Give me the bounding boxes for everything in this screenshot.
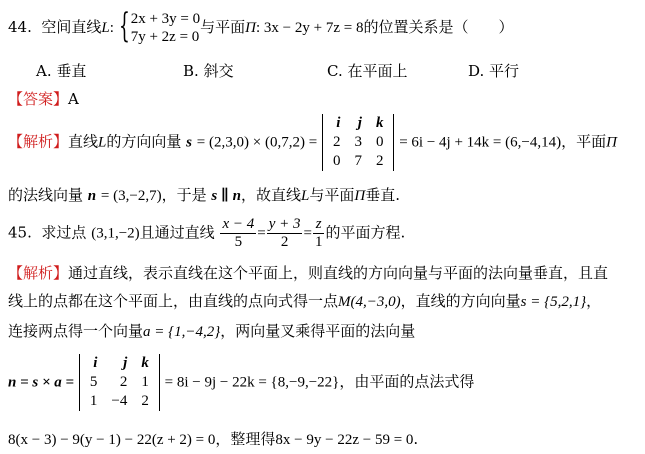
sol44-cross-product: = (2,3,0) × (0,7,2) = [196,134,318,151]
q44-plane: Π [245,20,256,36]
q45-text-3: 的平面方程. [325,223,406,242]
frac-denominator: 1 [314,234,323,250]
sol45-comma: ， [586,292,602,310]
sol44-conclusion: 垂直. [365,186,400,204]
solution-45-line-2 [8,290,601,311]
q45-text-2: 且通过直线 [139,223,215,242]
sol45-text-2: 线上的点都在这个平面上，由直线的点向式得一点 [8,292,339,310]
det-cell: 0 [332,153,341,169]
det-cell: 1 [141,374,149,390]
brace-symbol: { [118,6,130,46]
option-a [36,60,86,81]
solution-45-line-5 [8,428,418,449]
solution-44-tag: 【解析】 [8,132,69,151]
sol44-text-1: 直线 [68,132,99,151]
sol44-vector-s: s [186,134,193,151]
sol45-normal-eq: n = s × a = [8,374,75,391]
sol45-text-5: ，两向量叉乘得平面的法向量 [220,322,416,340]
sol45-point-m: M(4,−3,0) [338,294,401,310]
solution-45-line-1 [8,262,608,283]
solution-44-line-2 [8,184,400,205]
sol45-text-3: ，直线的方向向量 [400,292,521,310]
option-c-text: 在平面上 [347,62,408,80]
frac-numerator: z [313,216,325,234]
det-cell: j [123,355,128,371]
option-a-letter: A. [36,62,52,80]
det-cell: −4 [111,393,128,409]
det-cell: 0 [375,134,384,150]
sol45-text-7: ，整理得 [215,430,276,448]
sol44-parallel: s ∥ n [211,188,241,204]
det-cell: i [93,355,98,371]
q44-sys-row-2: 7y + 2z = 0 [130,29,200,45]
q45-text-1: 求过点 [41,223,87,242]
q44-number: 44. [8,18,32,36]
q44-mid: 与平面 [200,18,246,36]
solution-45-tag: 【解析】 [8,264,69,282]
option-c-letter: C. [327,62,343,80]
answer-tag: 【答案】 [8,90,69,108]
question-44 [8,6,514,46]
sol44-text-2: 的方向向量 [106,132,182,151]
det-cell: 7 [354,153,362,169]
det-cell: 3 [354,134,362,150]
det-cell: i [336,115,341,131]
sol44-normal-text: 的法线向量 [8,186,84,204]
frac-denominator: 2 [280,234,289,250]
answer-line [8,88,79,109]
det-cell: 2 [332,134,341,150]
sol45-determinant [79,354,160,411]
solution-44-line-1 [8,114,617,171]
q44-equation-system [118,6,201,46]
sol45-point-normal-form: 8(x − 3) − 9(y − 1) − 22(z + 2) = 0 [8,432,216,448]
q45-fraction-y [267,216,303,251]
q45-point: (3,1,−2) [91,225,140,242]
sol45-final-plane: 8x − 9y − 22z − 59 = 0 [275,432,414,448]
sol45-period: . [413,430,419,448]
sol44-text-3: ，故直线 [241,186,302,204]
det-cell: k [375,115,384,131]
det-cell: 2 [141,393,149,409]
sol44-line-var-2: L [301,188,310,204]
option-d-text: 平行 [489,62,520,80]
option-b-text: 斜交 [203,62,234,80]
option-d [468,60,519,81]
det-cell: 5 [89,374,98,390]
q44-prefix: 空间直线 [41,18,102,36]
sol45-direction-s: s = {5,2,1} [520,294,587,310]
question-45: 45. 求过点 (3,1,−2)且通过直线 $\frac{x - 4}{5}$ = $\frac{y + 3}{2}$ = $\frac{z}{1}$ 的平面方程. [8,216,406,250]
sol44-text-4: 与平面 [309,186,355,204]
sol44-normal-value: = (3,−2,7)，于是 [100,188,207,204]
option-b-letter: B. [183,62,199,80]
det-cell: 2 [119,374,128,390]
option-a-text: 垂直 [56,62,87,80]
q45-fraction-z [313,216,325,251]
sol45-text-1: 通过直线，表示直线在这个平面上，则直线的方向向量与平面的法向量垂直，且直 [68,264,609,282]
det-cell: 1 [89,393,98,409]
q44-suffix: 的位置关系是（ ） [363,18,514,36]
sol45-vector-a: a = {1,−4,2} [143,324,221,340]
det-cell: k [141,355,149,371]
sol44-line-var: L [98,134,107,151]
option-b [183,60,234,81]
solution-45-line-4 [8,354,474,411]
sol44-plane-2: Π [354,188,366,204]
det-cell: j [357,115,362,131]
q44-plane-eq: : 3x − 2y + 7z = 8 [256,20,364,36]
sol45-normal-result: = 8i − 9j − 22k = {8,−9,−22} [164,374,340,391]
option-d-letter: D. [468,62,485,80]
det-cell: 2 [375,153,384,169]
frac-denominator: 5 [234,234,243,250]
q45-number: 45. [8,223,32,242]
frac-numerator: x − 4 [222,216,255,232]
sol45-text-4: 连接两点得一个向量 [8,322,144,340]
sol44-plane: Π [606,134,617,151]
option-c [327,60,408,81]
frac-numerator: y + 3 [268,216,301,232]
q44-sys-row-1: 2x + 3y = 0 [130,11,201,27]
sol44-vector-n: n [87,188,97,204]
sol44-result: = 6i − 4j + 14k = (6,−4,14)，平面 [399,134,607,151]
answer-value: A [68,90,79,108]
q44-colon: : [109,20,114,36]
q44-line-var: L [101,20,110,36]
sol44-determinant [322,114,395,171]
solution-45-line-3 [8,320,415,341]
sol45-text-6: ，由平面的点法式得 [339,372,475,391]
q45-fraction-x [220,216,256,251]
